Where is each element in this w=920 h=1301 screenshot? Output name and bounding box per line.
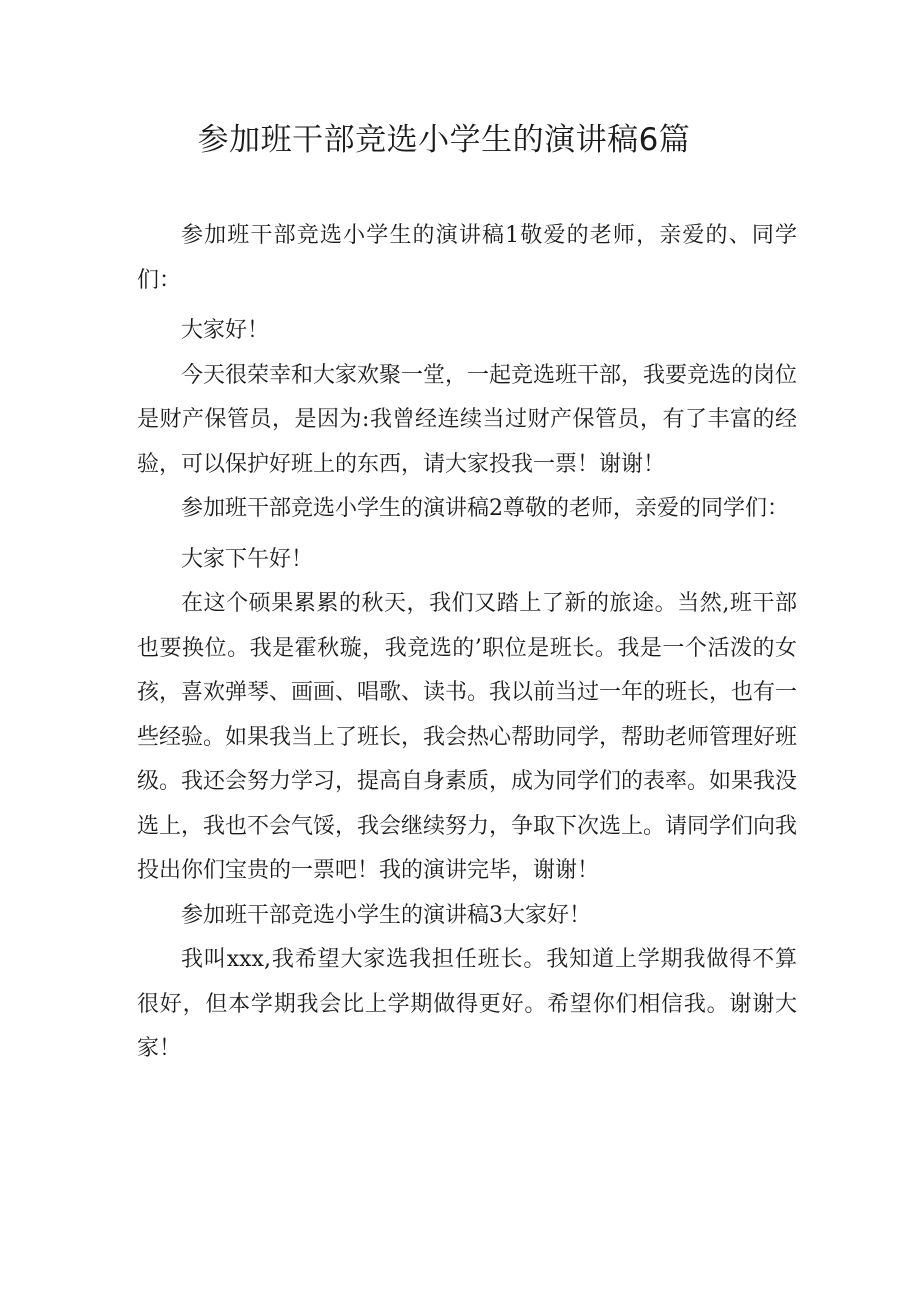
paragraph-speech2-heading: 参加班干部竞选小学生的演讲稿2尊敬的老师，亲爱的同学们： xyxy=(181,496,789,521)
paragraph-speech3-body: 我叫xxx,我希望大家选我担任班长。我知道上学期我做得不算很好，但本学期我会比上学期做得更好。希望你们相信我。谢谢大家！ xyxy=(137,947,797,1061)
paragraph-speech1-heading: 参加班干部竞选小学生的演讲稿1敬爱的老师，亲爱的、同学们： xyxy=(137,223,797,293)
paragraph-greeting-2: 大家下午好！ xyxy=(181,546,314,572)
paragraph-greeting-1: 大家好！ xyxy=(181,318,270,343)
document-title: 参加班干部竞选小学生的演讲稿6篇 xyxy=(197,122,691,158)
paragraph-speech1-body: 今天很荣幸和大家欢聚一堂，一起竞选班干部，我要竞选的岗位是财产保管员，是因为:我曾经连续当过财产保管员，有了丰富的经验，可以保护好班上的东西，请大家投我一票！谢谢！ xyxy=(137,362,798,477)
document-body xyxy=(137,208,797,1072)
paragraph-speech3-heading: 参加班干部竞选小学生的演讲稿3大家好！ xyxy=(181,902,591,928)
paragraph-speech2-body: 在这个硕果累累的秋天，我们又踏上了新的旅途。当然,班干部也要换位。我是霍秋璇，我竞选的’职位是班长。我是一个活泼的女孩，喜欢弹琴、画画、唱歌、读书。我以前当过一年的班长，也有一些经验。如果我当上了班长，我会热心帮助同学，帮助老师管理好班级。我还会努力学习，提高自身素质，成为同学们的表率。如果我没选上，我也不会气馁，我会继续努力，争取下次选上。请同学们向我投出你们宝贵的一票吧！我的演讲完毕，谢谢！ xyxy=(137,591,798,883)
